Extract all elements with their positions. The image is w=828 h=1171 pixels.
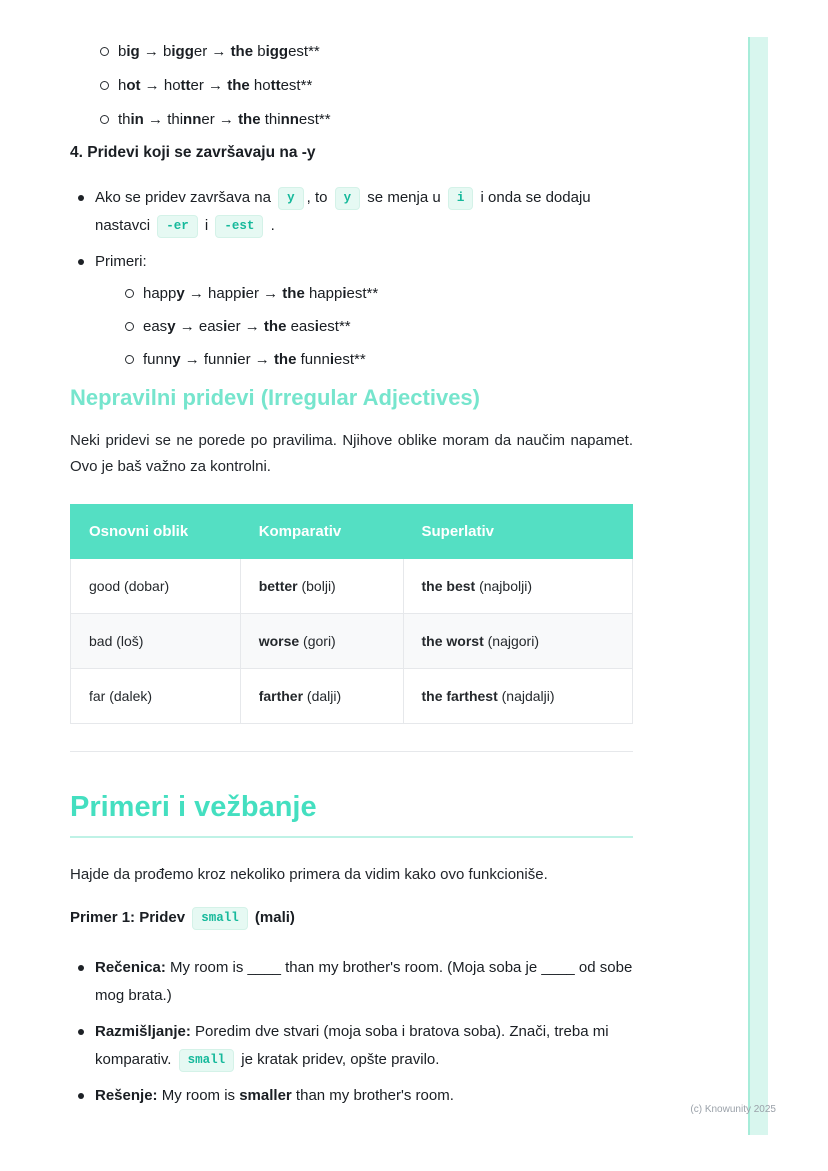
text: . — [266, 217, 275, 234]
bold-text: the worst — [421, 633, 484, 649]
text: er → — [227, 318, 264, 335]
text: (najgori) — [483, 633, 539, 649]
text: est** — [288, 43, 320, 60]
text: funn — [296, 351, 330, 368]
text: ho — [249, 77, 271, 94]
text: , to — [306, 189, 332, 206]
bold-text: y — [172, 351, 181, 368]
text: er → — [190, 77, 228, 94]
text: far (dalek) — [89, 688, 153, 704]
bold-text: nn — [280, 111, 299, 128]
bold-text: tt — [180, 77, 191, 94]
text: → thi — [143, 111, 184, 128]
bold-text: in — [130, 111, 144, 128]
inline-code-chip: i — [448, 187, 474, 210]
example1-title — [70, 906, 633, 930]
irregular-adjectives-heading: Nepravilni pridevi (Irregular Adjectives) — [70, 385, 480, 410]
bold-text: ig — [126, 43, 140, 60]
table-cell — [403, 614, 633, 669]
text: er → — [193, 43, 231, 60]
bold-text: Primer 1: Pridev — [70, 909, 190, 926]
inline-code-chip: small — [179, 1049, 235, 1072]
text: est** — [280, 77, 313, 94]
irregular-intro-paragraph: Neki pridevi se ne porede po pravilima. Njihove oblike moram da naučim napamet. Ovo je baš važno za kontrolni. — [70, 432, 633, 475]
table-cell — [71, 614, 241, 669]
bold-text: i — [342, 285, 347, 302]
text: er → — [237, 351, 274, 368]
text: happ — [304, 285, 343, 302]
table-cell — [240, 559, 403, 614]
text: good (dobar) — [89, 578, 170, 594]
inline-code-chip: y — [278, 187, 304, 210]
bold-text: smaller — [239, 1087, 292, 1104]
bold-text: the farthest — [421, 688, 498, 704]
section4-list — [70, 184, 633, 370]
table-row — [71, 559, 633, 614]
bold-text: better — [258, 578, 298, 594]
text: je kratak pridev, opšte pravilo. — [237, 1051, 440, 1068]
text: → funn — [180, 351, 234, 368]
bold-text: tt — [270, 77, 281, 94]
text: se menja u — [363, 189, 445, 206]
list-item — [70, 248, 633, 370]
bold-text: nn — [183, 111, 202, 128]
text: My room is — [157, 1087, 240, 1104]
bold-text: ot — [126, 77, 141, 94]
text: er → — [245, 285, 283, 302]
list-item — [70, 76, 633, 96]
bold-text: Razmišljanje: — [95, 1023, 191, 1040]
inline-code-chip: -est — [215, 215, 263, 238]
list-item — [70, 110, 633, 130]
bold-text: worse — [258, 633, 300, 649]
list-item — [70, 42, 633, 62]
section4-heading: 4. Pridevi koji se završavaju na -y — [70, 144, 316, 161]
bold-text: the best — [421, 578, 476, 594]
text: est** — [346, 285, 379, 302]
table-cell — [403, 559, 633, 614]
bold-text: i — [223, 318, 228, 335]
table-cell — [71, 669, 241, 724]
text: → b — [139, 43, 172, 60]
column-header: Komparativ — [240, 505, 403, 559]
text: er → — [201, 111, 239, 128]
column-header: Superlativ — [403, 505, 633, 559]
text: (dalji) — [303, 688, 342, 704]
text: thi — [260, 111, 281, 128]
bold-text: i — [241, 285, 246, 302]
list-item — [70, 184, 633, 240]
inline-code-chip: y — [335, 187, 361, 210]
text: My room is ____ than my brother's room. (Moja soba je ____ od sobe mog brata.) — [95, 959, 633, 1004]
list-item — [70, 954, 633, 1010]
text: → happ — [184, 285, 242, 302]
bold-text: y — [167, 318, 176, 335]
copyright-footer: (c) Knowunity 2025 — [690, 1104, 776, 1115]
bold-text: the — [227, 77, 250, 94]
bold-text: farther — [258, 688, 304, 704]
text: est** — [318, 318, 351, 335]
bold-text: the — [230, 43, 254, 60]
text: th — [118, 111, 131, 128]
section-divider — [70, 751, 633, 752]
text: eas — [286, 318, 315, 335]
list-item — [70, 1018, 633, 1074]
text: i — [200, 217, 213, 234]
table-cell — [71, 559, 241, 614]
list-item — [95, 350, 633, 370]
text: est** — [333, 351, 366, 368]
text: → ho — [140, 77, 181, 94]
text: bad (loš) — [89, 633, 144, 649]
text: i onda se dodaju nastavci — [95, 189, 591, 234]
bold-text: the — [273, 351, 297, 368]
bold-text: i — [233, 351, 238, 368]
text: b — [253, 43, 266, 60]
y-adjective-examples-list — [95, 276, 633, 370]
text: (najdalji) — [497, 688, 555, 704]
text: funn — [143, 351, 173, 368]
text: → eas — [175, 318, 224, 335]
bold-text: i — [329, 351, 334, 368]
text: b — [118, 43, 127, 60]
inline-code-chip: -er — [157, 215, 198, 238]
list-item — [70, 1082, 633, 1110]
column-header: Osnovni oblik — [71, 505, 241, 559]
table-header-row — [71, 505, 633, 559]
examples-label: Primeri: — [95, 253, 147, 270]
inline-code-chip: small — [192, 907, 248, 930]
bold-text: the — [238, 111, 261, 128]
bold-text: (mali) — [250, 909, 295, 926]
page-edge-strip — [748, 37, 768, 1135]
text: (gori) — [299, 633, 336, 649]
bold-text: i — [314, 318, 319, 335]
practice-heading: Primeri i vežbanje — [70, 790, 633, 838]
bold-text: y — [176, 285, 185, 302]
table-cell — [240, 669, 403, 724]
text: (bolji) — [297, 578, 336, 594]
text: eas — [143, 318, 168, 335]
bold-text: Rečenica: — [95, 959, 166, 976]
practice-intro-paragraph: Hajde da prođemo kroz nekoliko primera da vidim kako ovo funkcioniše. — [70, 866, 548, 883]
list-item — [95, 317, 633, 337]
table-cell — [240, 614, 403, 669]
text: Poredim dve stvari (moja soba i bratova soba). Znači, treba mi komparativ. — [95, 1023, 609, 1068]
bold-text: the — [263, 318, 287, 335]
document-content — [70, 36, 633, 1118]
text: h — [118, 77, 127, 94]
text: Ako se pridev završava na — [95, 189, 276, 206]
bold-text: igg — [171, 43, 194, 60]
text: happ — [143, 285, 177, 302]
example1-list — [70, 954, 633, 1110]
bold-text: the — [282, 285, 305, 302]
text: est** — [298, 111, 331, 128]
text: than my brother's room. — [291, 1087, 454, 1104]
bold-text: Rešenje: — [95, 1087, 158, 1104]
text: (najbolji) — [475, 578, 532, 594]
table-cell — [403, 669, 633, 724]
irregular-adjectives-table — [70, 504, 633, 724]
table-row — [71, 614, 633, 669]
bold-text: igg — [265, 43, 289, 60]
table-row — [71, 669, 633, 724]
short-adjective-examples-list — [70, 36, 633, 130]
list-item — [95, 284, 633, 304]
